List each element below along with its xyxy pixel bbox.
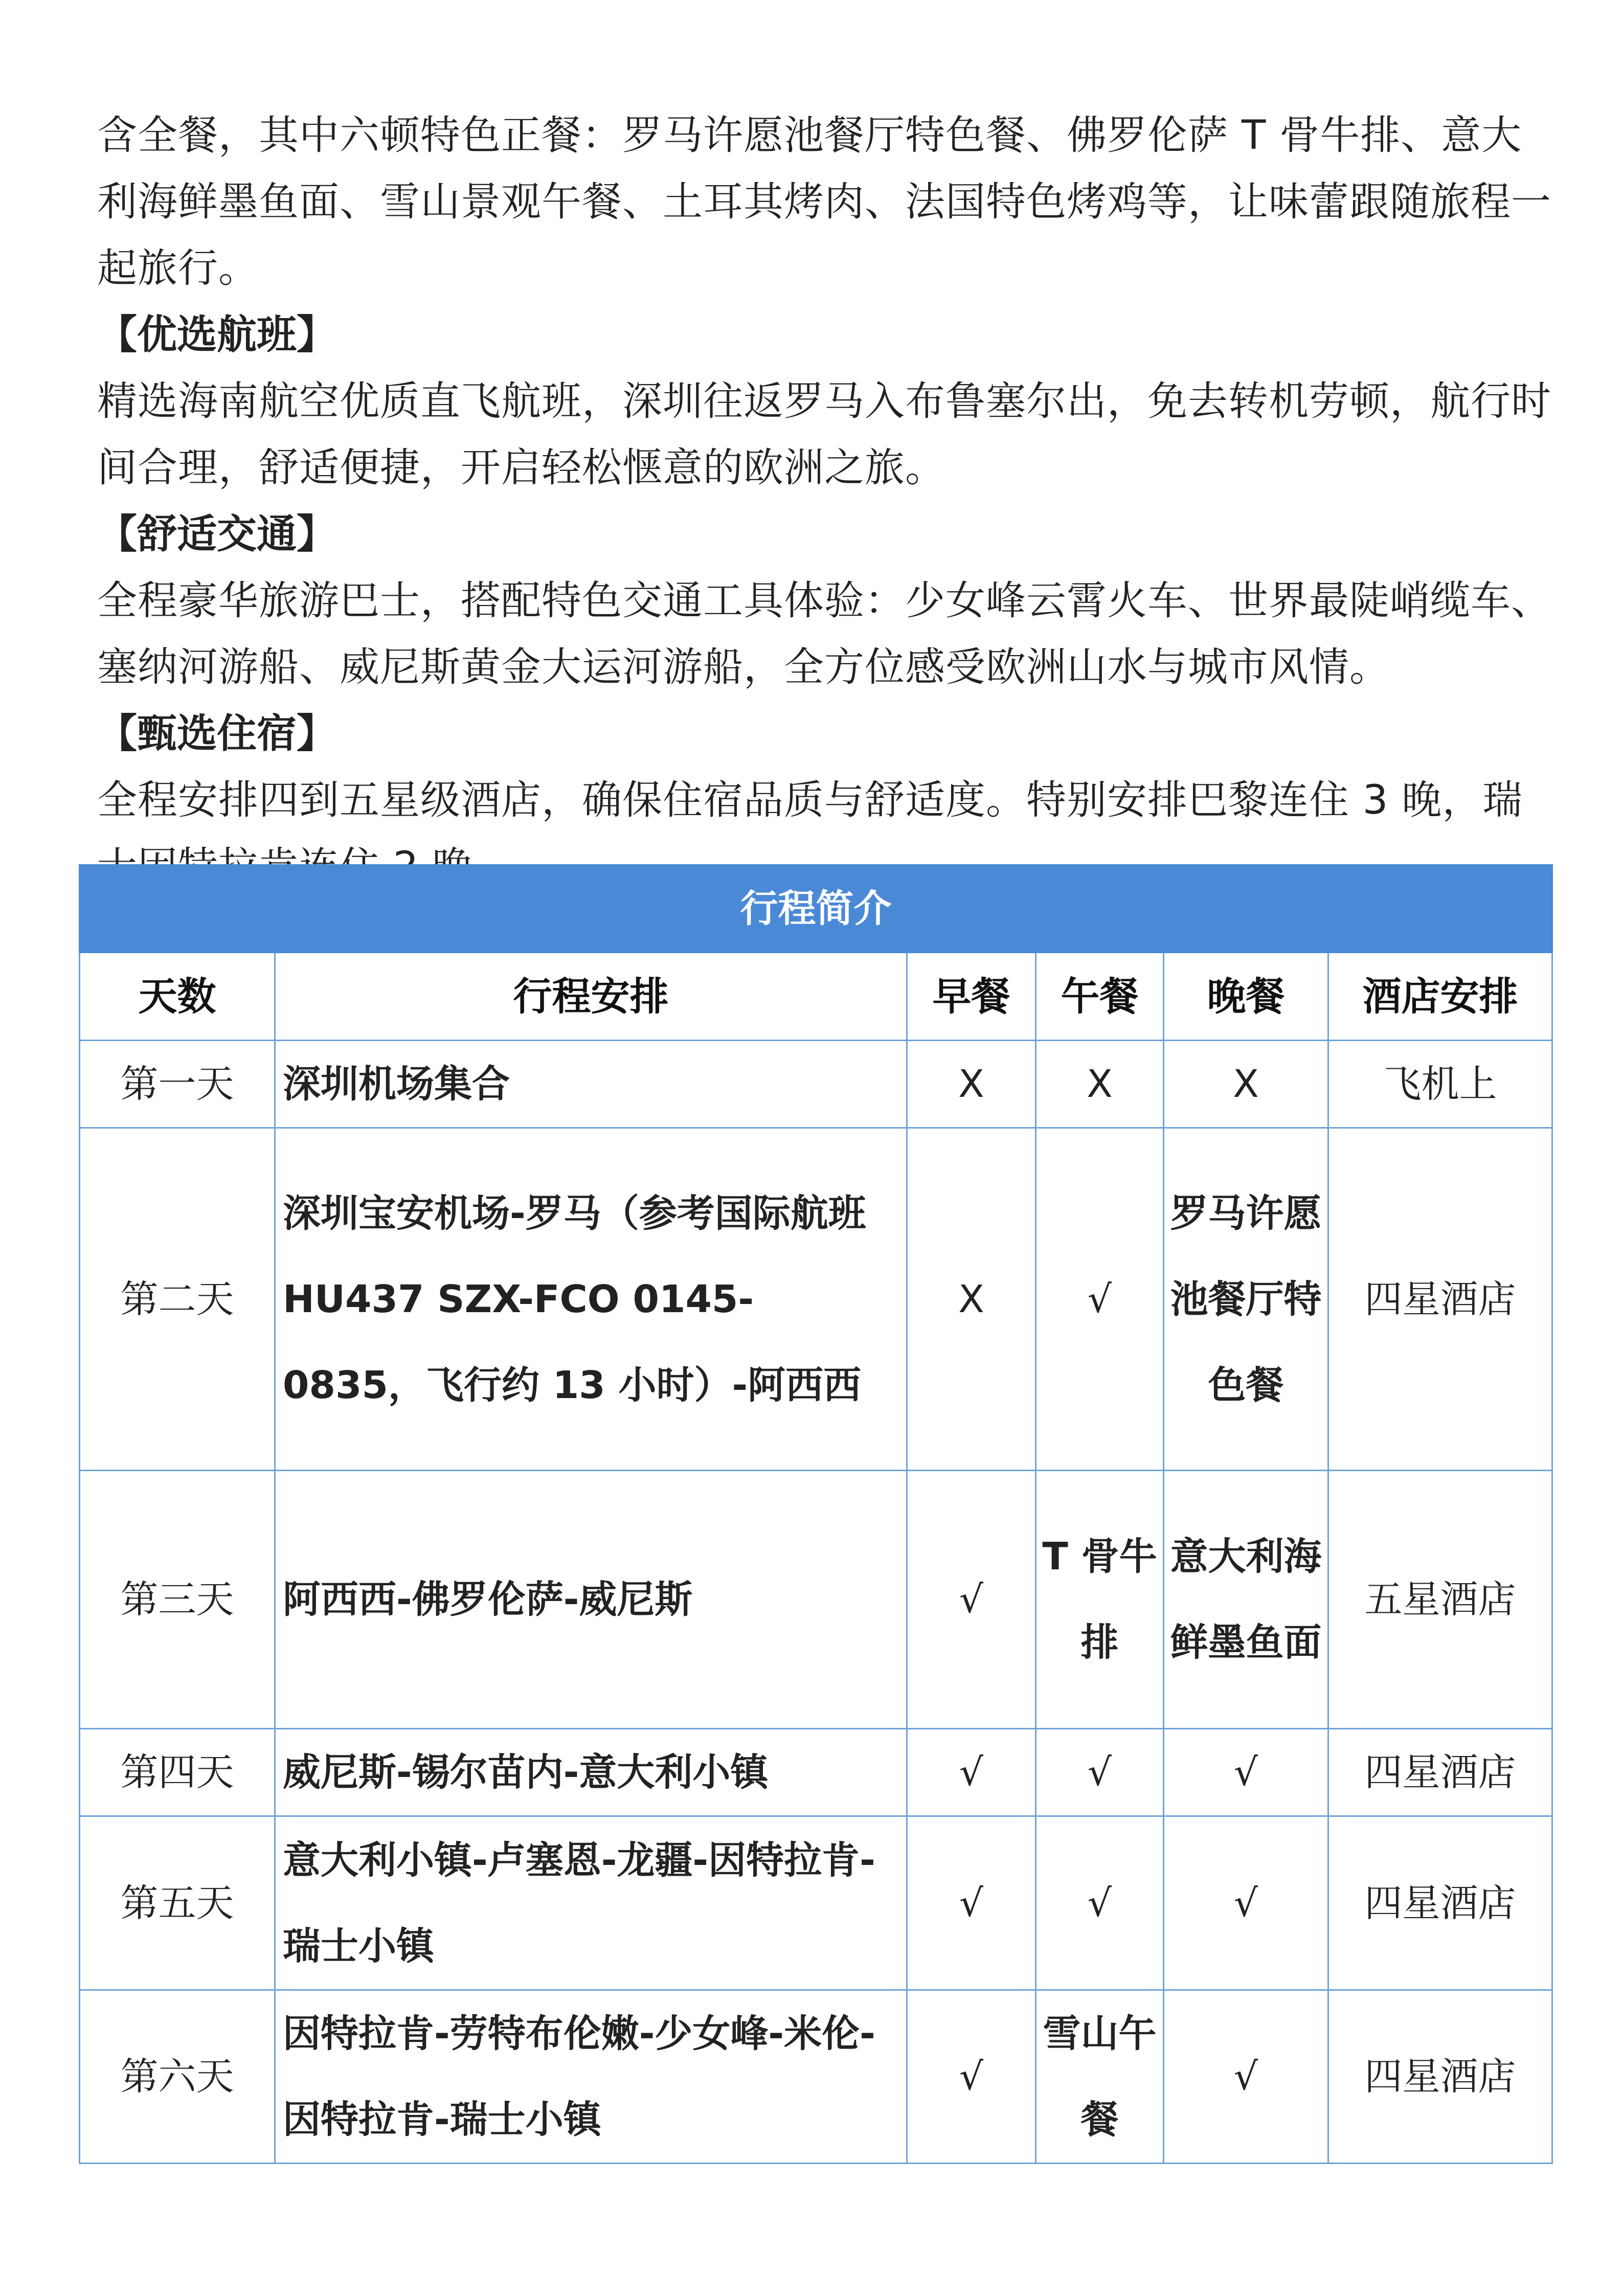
cell-route: 深圳机场集合: [275, 1041, 907, 1128]
table-row: [80, 1128, 1552, 1471]
cell-hotel: 四星酒店: [1328, 1729, 1552, 1816]
cell-route: 意大利小镇-卢塞恩-龙疆-因特拉肯-瑞士小镇: [275, 1816, 907, 1990]
cell-day: 第六天: [80, 1990, 275, 2164]
cell-breakfast: X: [907, 1041, 1036, 1128]
section-text-flights: 精选海南航空优质直飞航班，深圳往返罗马入布鲁塞尔出，免去转机劳顿，航行时间合理，舒适便捷，开启轻松惬意的欧洲之旅。: [97, 378, 1552, 491]
table-row: [80, 1816, 1552, 1990]
cell-dinner: √: [1164, 1729, 1328, 1816]
cell-breakfast: √: [907, 1990, 1036, 2164]
section-text-hotels: 全程安排四到五星级酒店，确保住宿品质与舒适度。特别安排巴黎连住 3 晚，瑞: [97, 777, 1523, 823]
header-breakfast: 早餐: [907, 953, 1036, 1041]
cell-hotel: 四星酒店: [1328, 1816, 1552, 1990]
header-dinner: 晚餐: [1164, 953, 1328, 1041]
section-heading-flights: 【优选航班】: [97, 312, 337, 358]
table-row: [80, 1471, 1552, 1729]
table-header-row: [80, 953, 1552, 1041]
cell-dinner: 意大利海鲜墨鱼面: [1164, 1471, 1328, 1729]
cell-route: 因特拉肯-劳特布伦嫩-少女峰-米伦-因特拉肯-瑞士小镇: [275, 1990, 907, 2164]
cell-route: 深圳宝安机场-罗马（参考国际航班 HU437 SZX-FCO 0145-0835，飞行约 13 小时）-阿西西: [275, 1128, 907, 1471]
table-row: [80, 1729, 1552, 1816]
section-heading-hotels: 【甄选住宿】: [97, 711, 337, 757]
header-day: 天数: [80, 953, 275, 1041]
header-lunch: 午餐: [1036, 953, 1164, 1041]
cell-dinner: 罗马许愿池餐厅特色餐: [1164, 1128, 1328, 1471]
header-hotel: 酒店安排: [1328, 953, 1552, 1041]
cell-day: 第一天: [80, 1041, 275, 1128]
cell-hotel: 四星酒店: [1328, 1128, 1552, 1471]
cell-dinner: √: [1164, 1816, 1328, 1990]
meals-paragraph: 含全餐，其中六顿特色正餐：罗马许愿池餐厅特色餐、佛罗伦萨 T 骨牛排、意大利海鲜墨鱼面、雪山景观午餐、土耳其烤肉、法国特色烤鸡等，让味蕾跟随旅程一起旅行。: [97, 112, 1552, 291]
itinerary-table: [79, 864, 1553, 2164]
cell-route: 阿西西-佛罗伦萨-威尼斯: [275, 1471, 907, 1729]
table-row: [80, 1041, 1552, 1128]
header-route: 行程安排: [275, 953, 907, 1041]
cell-lunch: √: [1036, 1816, 1164, 1990]
cell-route: 威尼斯-锡尔苗内-意大利小镇: [275, 1729, 907, 1816]
cell-day: 第二天: [80, 1128, 275, 1471]
section-heading-transport: 【舒适交通】: [97, 511, 337, 557]
table-title: 行程简介: [80, 865, 1552, 953]
cell-lunch: 雪山午餐: [1036, 1990, 1164, 2164]
intro-text: [97, 102, 1554, 900]
cell-day: 第三天: [80, 1471, 275, 1729]
cell-lunch: √: [1036, 1729, 1164, 1816]
table-row: [80, 1990, 1552, 2164]
cell-breakfast: √: [907, 1471, 1036, 1729]
cell-day: 第四天: [80, 1729, 275, 1816]
cell-hotel: 五星酒店: [1328, 1471, 1552, 1729]
table-title-row: [80, 865, 1552, 953]
cell-day: 第五天: [80, 1816, 275, 1990]
cell-lunch: T 骨牛排: [1036, 1471, 1164, 1729]
section-text-transport: 全程豪华旅游巴士，搭配特色交通工具体验：少女峰云霄火车、世界最陡峭缆车、塞纳河游船、威尼斯黄金大运河游船，全方位感受欧洲山水与城市风情。: [97, 578, 1552, 690]
cell-dinner: √: [1164, 1990, 1328, 2164]
cell-breakfast: √: [907, 1816, 1036, 1990]
cell-lunch: X: [1036, 1041, 1164, 1128]
cell-breakfast: X: [907, 1128, 1036, 1471]
cell-hotel: 飞机上: [1328, 1041, 1552, 1128]
itinerary-table-wrap: [79, 864, 1551, 2164]
cell-hotel: 四星酒店: [1328, 1990, 1552, 2164]
cell-dinner: X: [1164, 1041, 1328, 1128]
cell-lunch: √: [1036, 1128, 1164, 1471]
cell-breakfast: √: [907, 1729, 1036, 1816]
